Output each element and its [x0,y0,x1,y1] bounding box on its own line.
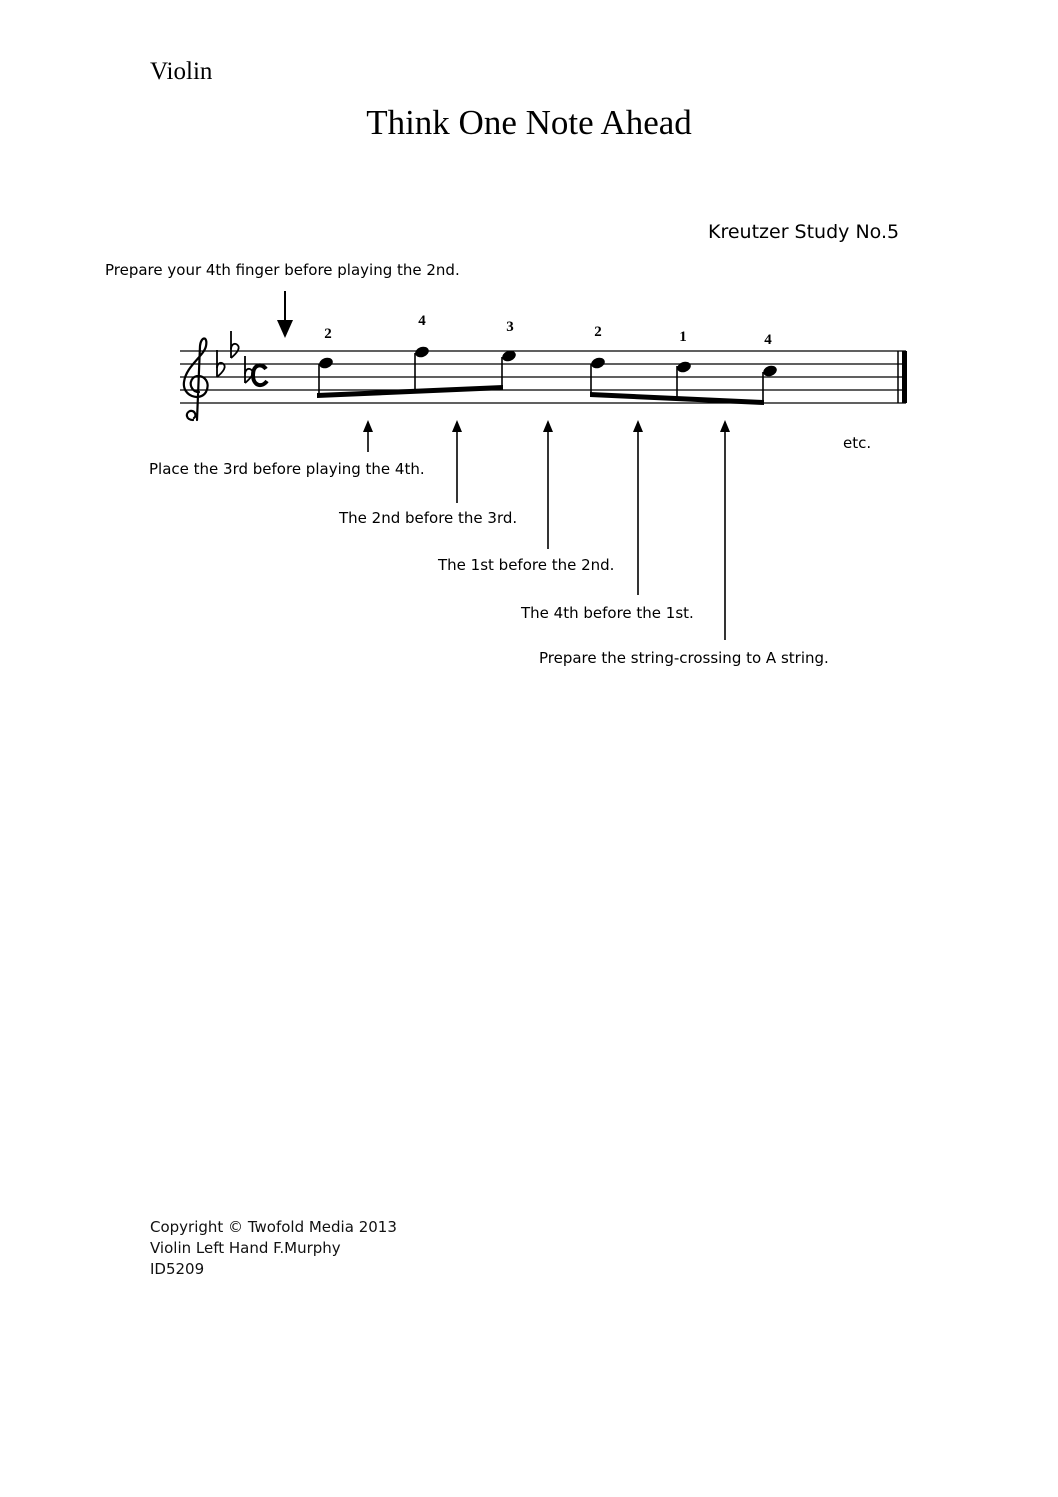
flat-icon [231,331,239,358]
arrow-up-icon [543,420,553,549]
fingering-number: 2 [324,326,332,342]
flat-icon [217,350,225,377]
arrow-up-icon [452,420,462,503]
annotation-5: Prepare the string-crossing to A string. [539,649,829,667]
fingering-number: 4 [418,313,426,329]
fingering-number: 4 [764,332,772,348]
note-head [590,356,607,370]
author-line: Violin Left Hand F.Murphy [150,1239,341,1257]
common-time-signature [253,365,267,385]
beam-group-2 [590,356,779,405]
arrow-up-icon [363,420,373,452]
arrow-down-icon [277,291,293,338]
annotation-1: Place the 3rd before playing the 4th. [149,460,425,478]
note-head [676,360,693,374]
page-title: Think One Note Ahead [366,103,692,142]
document-id: ID5209 [150,1260,205,1278]
arrow-up-icon [633,420,643,595]
annotation-2: The 2nd before the 3rd. [339,509,518,527]
fingering-number: 1 [679,329,687,345]
fingering-number: 2 [594,324,602,340]
arrow-up-icon [720,420,730,640]
fingering-number: 3 [506,319,514,335]
annotation-4: The 4th before the 1st. [521,604,694,622]
note-head [318,356,335,370]
etc-label: etc. [843,434,872,452]
study-subtitle: Kreutzer Study No.5 [708,221,900,243]
footer [150,1217,397,1280]
note-head [762,364,779,378]
instrument-name: Violin [150,58,213,85]
key-signature [217,331,253,383]
annotation-3: The 1st before the 2nd. [438,556,615,574]
copyright-line: Copyright © Twofold Media 2013 [150,1218,397,1236]
top-annotation: Prepare your 4th finger before playing the 2nd. [105,261,460,279]
note-head [414,345,431,359]
staff-lines [180,351,906,403]
